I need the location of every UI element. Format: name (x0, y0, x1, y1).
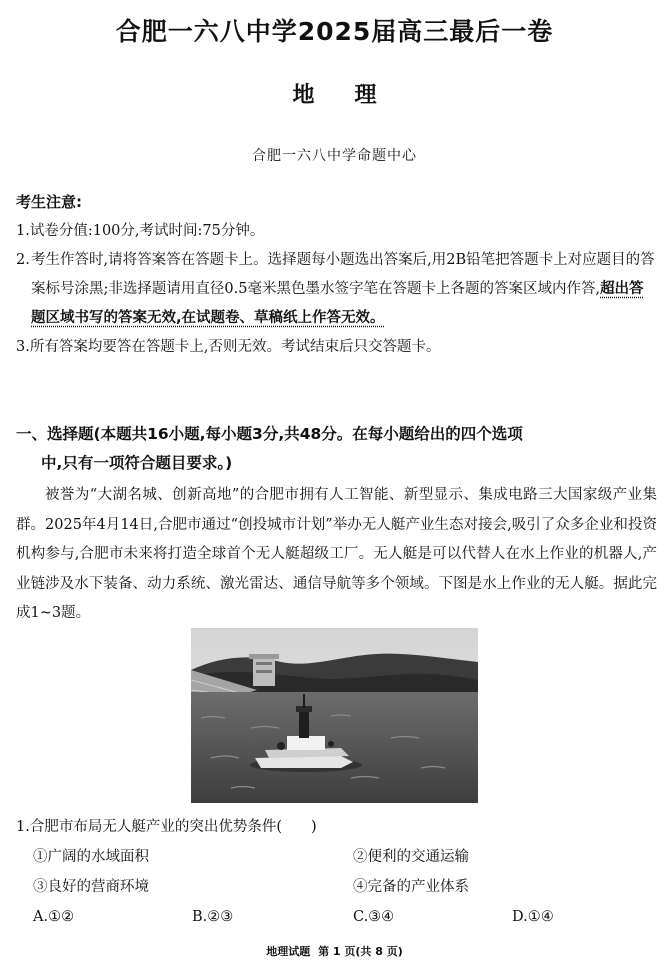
note-2-text: 考生作答时,请将答案答在答题卡上。选择题每小题选出答案后,用2B铅笔把答题卡上对应题目的答案标号涂黑;非选择题请用直径0.5毫米黑色墨水签字笔在答题卡上各题的答案区域内作答, (31, 252, 655, 297)
statement-1: ①广阔的水域面积 (33, 849, 149, 865)
choice-a: A.①② (33, 909, 75, 925)
candidate-notes (16, 188, 656, 362)
statement-2: ②便利的交通运输 (353, 849, 469, 865)
note-1: 1.试卷分值:100分,考试时间:75分钟。 (16, 223, 265, 239)
notes-heading: 考生注意: (16, 193, 82, 211)
note-2-emphasis: 超出答题区域书写的答案无效,在试题卷、草稿纸上作答无效。 (31, 281, 644, 326)
page-footer (0, 943, 669, 959)
statement-4: ④完备的产业体系 (353, 879, 469, 895)
choice-c: C.③④ (353, 909, 395, 925)
choice-d: D.①④ (512, 909, 554, 925)
footer-subject: 地理试题 (266, 945, 311, 958)
question-1 (16, 812, 656, 932)
footer-page-number: 第 1 页(共 8 页) (318, 945, 403, 958)
note-2 (16, 246, 656, 333)
unmanned-boat-photo (191, 628, 478, 803)
question-1-stem: 1.合肥市布局无人艇产业的突出优势条件( ) (16, 819, 317, 835)
section-heading-line-1: 一、选择题(本题共16小题,每小题3分,共48分。在每小题给出的四个选项 (16, 425, 523, 443)
subject-title: 地理 (292, 83, 417, 108)
boat-on-lake-image (191, 628, 478, 803)
statements-row-2 (16, 872, 656, 902)
exam-title: 合肥一六八中学2025届高三最后一卷 (115, 17, 554, 46)
issuer-line: 合肥一六八中学命题中心 (252, 148, 417, 164)
choice-b: B.②③ (192, 909, 234, 925)
statement-3: ③良好的营商环境 (33, 879, 149, 895)
answer-choices (16, 902, 656, 932)
statements-row-1 (16, 842, 656, 872)
note-3: 3.所有答案均要答在答题卡上,否则无效。考试结束后只交答题卡。 (16, 339, 441, 355)
reading-passage: 被誉为“大湖名城、创新高地”的合肥市拥有人工智能、新型显示、集成电路三大国家级产业集群。2025年4月14日,合肥市通过“创投城市计划”举办无人艇产业生态对接会,吸引了众多企业和投资机构参与,合肥市未来将打造全球首个无人艇超级工厂。无人艇是可以代替人在水上作业的机器人,产业链涉及水下装备、动力系统、激光雷达、通信导航等多个领域。下图是水上作业的无人艇。据此完成1~3题。 (16, 487, 657, 621)
section-heading-line-2: 中,只有一项符合题目要求。) (41, 454, 233, 472)
note-2-number: 2. (16, 252, 30, 268)
section-heading (16, 420, 661, 478)
